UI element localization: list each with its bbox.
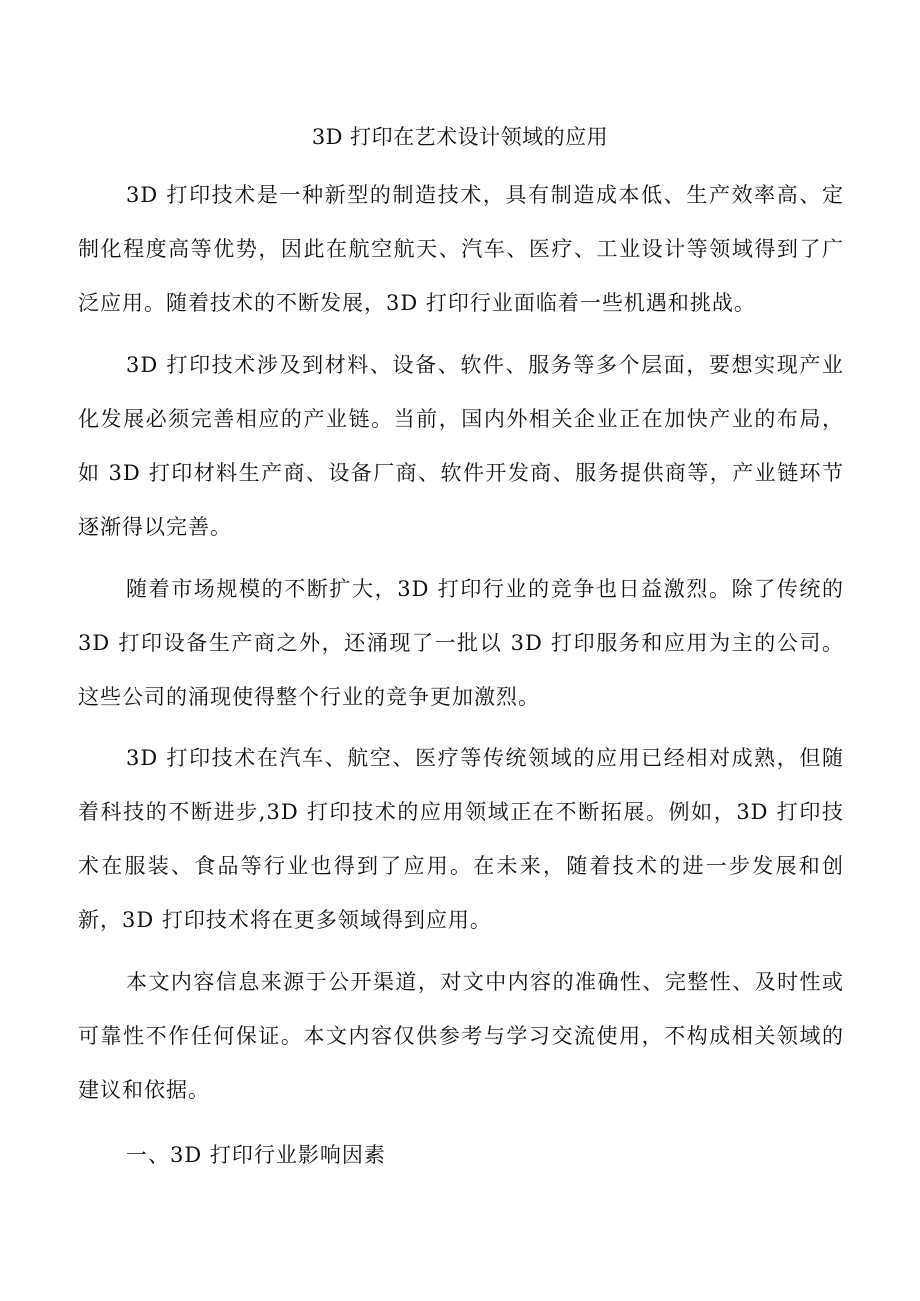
section-heading: 一、3D 打印行业影响因素 xyxy=(126,1143,386,1167)
paragraph-competition: 随着市场规模的不断扩大，3D 打印行业的竞争也日益激烈。除了传统的 3D 打印设备生产商之外，还涌现了一批以 3D 打印服务和应用为主的公司。这些公司的涌现使得整个行业的竞争更加激烈。 xyxy=(78,577,844,709)
paragraph-industry-chain: 3D 打印技术涉及到材料、设备、软件、服务等多个层面，要想实现产业化发展必须完善相应的产业链。当前，国内外相关企业正在加快产业的布局，如 3D 打印材料生产商、设备厂商、软件开发商、服务提供商等，产业链环节逐渐得以完善。 xyxy=(78,353,844,539)
paragraph-disclaimer: 本文内容信息来源于公开渠道，对文中内容的准确性、完整性、及时性或可靠性不作任何保证。本文内容仅供参考与学习交流使用，不构成相关领域的建议和依据。 xyxy=(78,970,844,1102)
paragraph-applications: 3D 打印技术在汽车、航空、医疗等传统领域的应用已经相对成熟，但随着科技的不断进步,3D 打印技术的应用领域正在不断拓展。例如，3D 打印技术在服装、食品等行业也得到了应用。在未来，随着技术的进一步发展和创新，3D 打印技术将在更多领域得到应用。 xyxy=(78,746,844,932)
paragraph-intro: 3D 打印技术是一种新型的制造技术，具有制造成本低、生产效率高、定制化程度高等优势，因此在航空航天、汽车、医疗、工业设计等领域得到了广泛应用。随着技术的不断发展，3D 打印行业面临着一些机遇和挑战。 xyxy=(78,183,844,315)
document-title: 3D 打印在艺术设计领域的应用 xyxy=(311,125,609,149)
